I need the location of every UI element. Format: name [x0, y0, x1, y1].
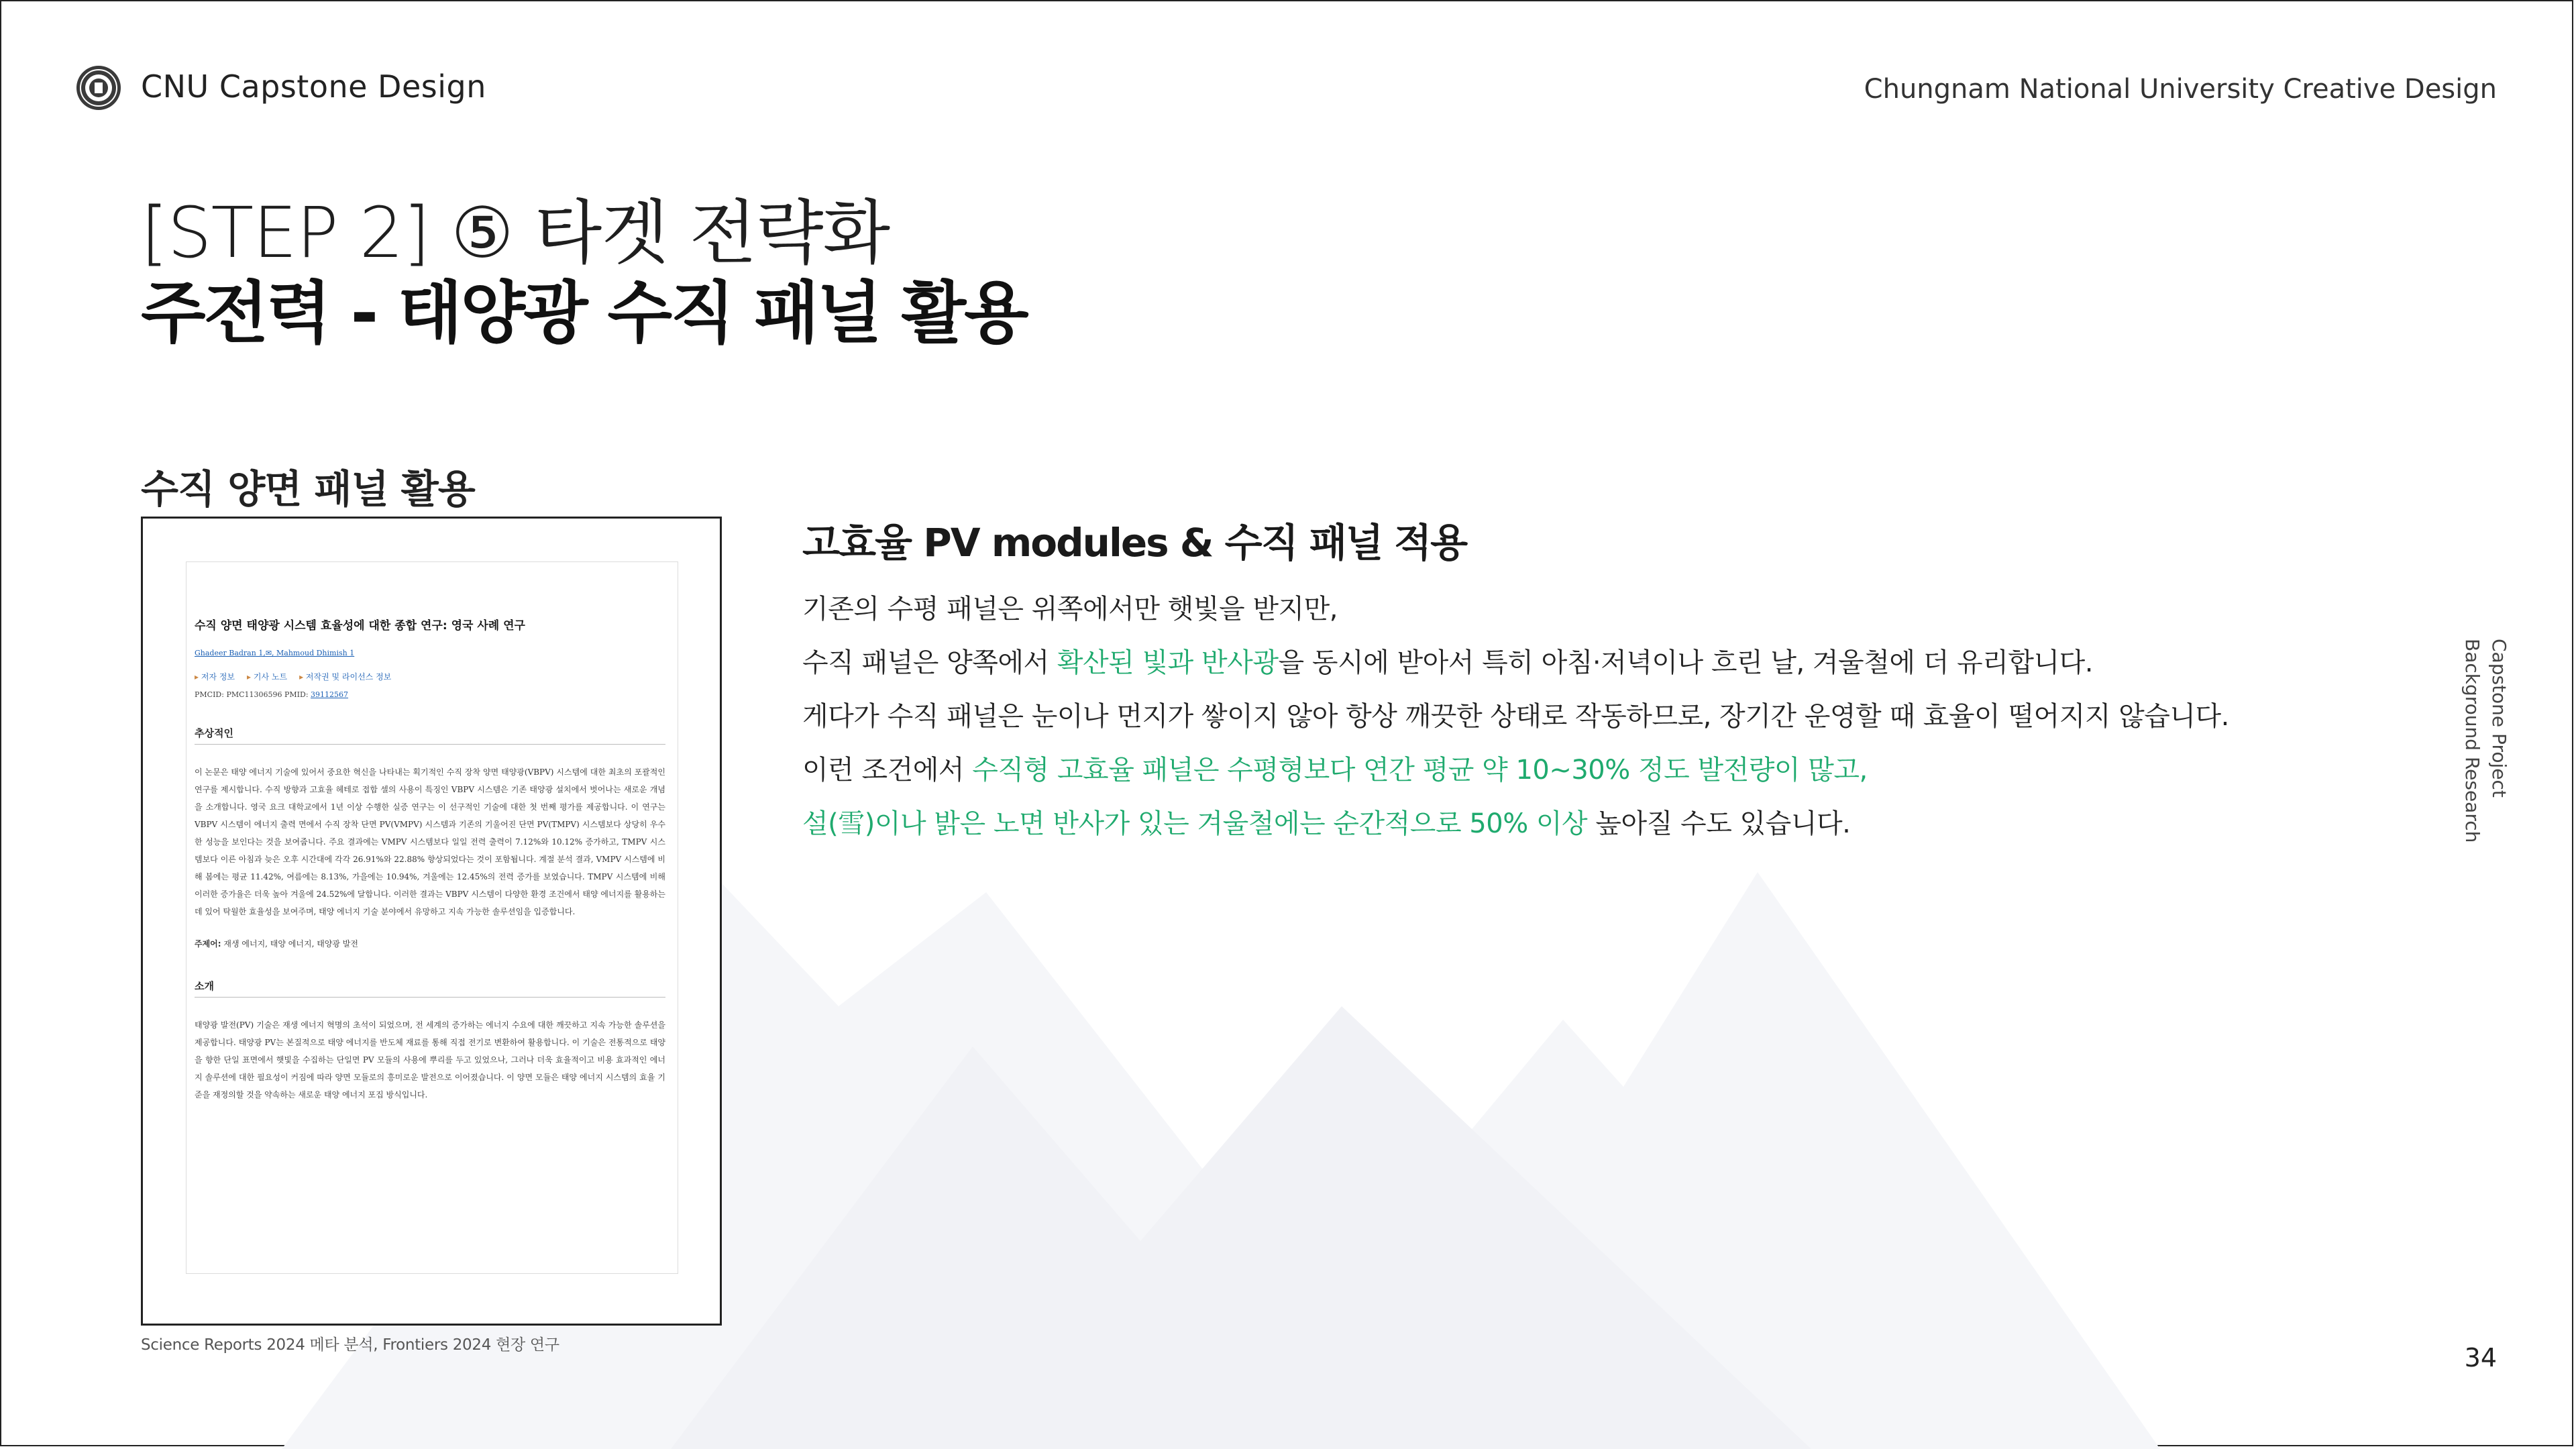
side-label — [2446, 639, 2520, 843]
paper-link-license: ▸ 저작권 및 라이선스 정보 — [299, 671, 391, 682]
right-heading: 고효율 PV modules & 수직 패널 적용 — [802, 520, 1467, 566]
body-line-4-highlight: 수직형 고효율 패널은 수평형보다 연간 평균 약 10~30% 정도 발전량이 많고, — [972, 755, 1868, 786]
paper-keywords — [195, 938, 665, 949]
paper-link-author-info: ▸ 저자 정보 — [195, 671, 235, 682]
paper-pmid: 39112567 — [311, 690, 349, 699]
paper-link-article-notes: ▸ 기사 노트 — [247, 671, 287, 682]
paper-keywords-label: 주제어: — [195, 939, 221, 949]
body-line-5-b: 높아질 수도 있습니다. — [1587, 808, 1851, 839]
main-title: 주전력 - 태양광 수직 패널 활용 — [141, 274, 1027, 352]
side-label-project: Capstone Project — [2488, 639, 2510, 798]
paper-intro-heading: 소개 — [195, 979, 665, 998]
body-line-5 — [802, 797, 2245, 851]
body-line-1: 기존의 수평 패널은 위쪽에서만 햇빛을 받지만, — [802, 594, 1338, 625]
body-line-4 — [802, 743, 2245, 797]
body-line-2-highlight: 확산된 빛과 반사광 — [1057, 647, 1279, 678]
university-full-name: Chungnam National University Creative Design — [1864, 74, 2497, 105]
body-text — [802, 582, 2245, 851]
step-title: [STEP 2] ⑤ 타겟 전략화 — [141, 192, 890, 274]
paper-intro: 태양광 발전(PV) 기술은 재생 에너지 혁명의 초석이 되었으며, 전 세계의 증가하는 에너지 수요에 대한 깨끗하고 지속 가능한 솔루션을 제공합니다. 태양광 PV는 본질적으로 태양 에너지를 반도체 재료를 통해 직접 전기로 변환하여 활용합니다. 이 기술은 전통적으로 태양을 향한 단일 표면에서 햇빛을 수집하는 단일면 PV 모듈의 사용에 뿌리를 두고 있었으나, 그러나 더욱 효율적이고 비용 효과적인 에너지 솔루션에 대한 필요성이 커짐에 따라 양면 모듈로의 흥미로운 발전으로 이어졌습니다. 이 양면 모듈은 태양 에너지 시스템의 효율 기준을 재정의할 것을 약속하는 새로운 태양 에너지 포집 방식입니다. — [195, 1020, 665, 1099]
paper-screenshot — [141, 517, 722, 1326]
figure-caption: Science Reports 2024 메타 분석, Frontiers 2024 현장 연구 — [141, 1336, 559, 1354]
body-line-2-a: 수직 패널은 양쪽에서 — [802, 647, 1057, 678]
side-label-research: Background Research — [2461, 639, 2483, 843]
page-number: 34 — [2464, 1343, 2497, 1373]
body-line-5-highlight: 설(雪)이나 밝은 노면 반사가 있는 겨울철에는 순간적으로 50% 이상 — [802, 808, 1588, 839]
paper-pmcid: PMCID: PMC11306596 PMID: — [195, 690, 311, 699]
brand-name: CNU Capstone Design — [141, 68, 486, 105]
paper-authors: Ghadeer Badran 1,✉, Mahmoud Dhimish 1 — [195, 649, 355, 657]
body-line-4-a: 이런 조건에서 — [802, 755, 973, 786]
paper-links — [195, 671, 665, 682]
university-seal-icon — [75, 64, 122, 111]
paper-title: 수직 양면 태양광 시스템 효율성에 대한 종합 연구: 영국 사례 연구 — [195, 619, 525, 633]
section-label: 수직 양면 패널 활용 — [141, 466, 475, 512]
paper-ids — [195, 690, 665, 699]
body-line-3: 게다가 수직 패널은 눈이나 먼지가 쌓이지 않아 항상 깨끗한 상태로 작동하므로, 장기간 운영할 때 효율이 떨어지지 않습니다. — [802, 701, 2229, 732]
body-line-2-b: 을 동시에 받아서 특히 아침·저녁이나 흐린 날, 겨울철에 더 유리합니다. — [1278, 647, 2093, 678]
paper-abstract: 이 논문은 태양 에너지 기술에 있어서 중요한 혁신을 나타내는 획기적인 수직 장착 양면 태양광(VBPV) 시스템에 대한 최초의 포괄적인 연구를 제시합니다. 수직 방향과 고효율 헤테로 접합 셀의 사용이 특징인 VBPV 시스템은 기존 태양광 설치에서 벗어나는 새로운 개념을 소개합니다. 영국 요크 대학교에서 1년 이상 수행한 실증 연구는 이 선구적인 기술에 대한 첫 번째 평가를 제공합니다. 이 연구는 VBPV 시스템이 에너지 출력 면에서 수직 장착 단면 PV(VMPV) 시스템과 기존의 기울어진 단면 PV(TMPV) 시스템보다 상당히 우수한 성능을 보인다는 것을 보여줍니다. 주요 결과에는 VMPV 시스템보다 일일 전력 출력이 7.12%와 10.12% 증가하고, TMPV 시스템보다 이른 아침과 늦은 오후 시간대에 각각 26.91%와 22.88% 향상되었다는 것이 포함됩니다. 계절 분석 결과, VMPV 시스템에 비해 봄에는 평균 11.42%, 여름에는 8.13%, 가을에는 10.94%, 겨울에는 12.45%의 전력 증가를 보였습니다. TMPV 시스템에 비해 이러한 증가율은 더욱 높아 겨울에 24.52%에 달합니다. 이러한 결과는 VBPV 시스템이 다양한 환경 조건에서 태양 에너지를 활용하는 데 있어 탁월한 효율성을 보여주며, 태양 에너지 기술 분야에서 유망하고 지속 가능한 솔루션임을 입증합니다. — [195, 767, 665, 916]
paper-keywords-value: 재생 에너지, 태양 에너지, 태양광 발전 — [223, 939, 358, 949]
paper-page — [186, 561, 678, 1274]
body-line-2 — [802, 636, 2245, 690]
paper-abstract-heading: 추상적인 — [195, 726, 665, 745]
